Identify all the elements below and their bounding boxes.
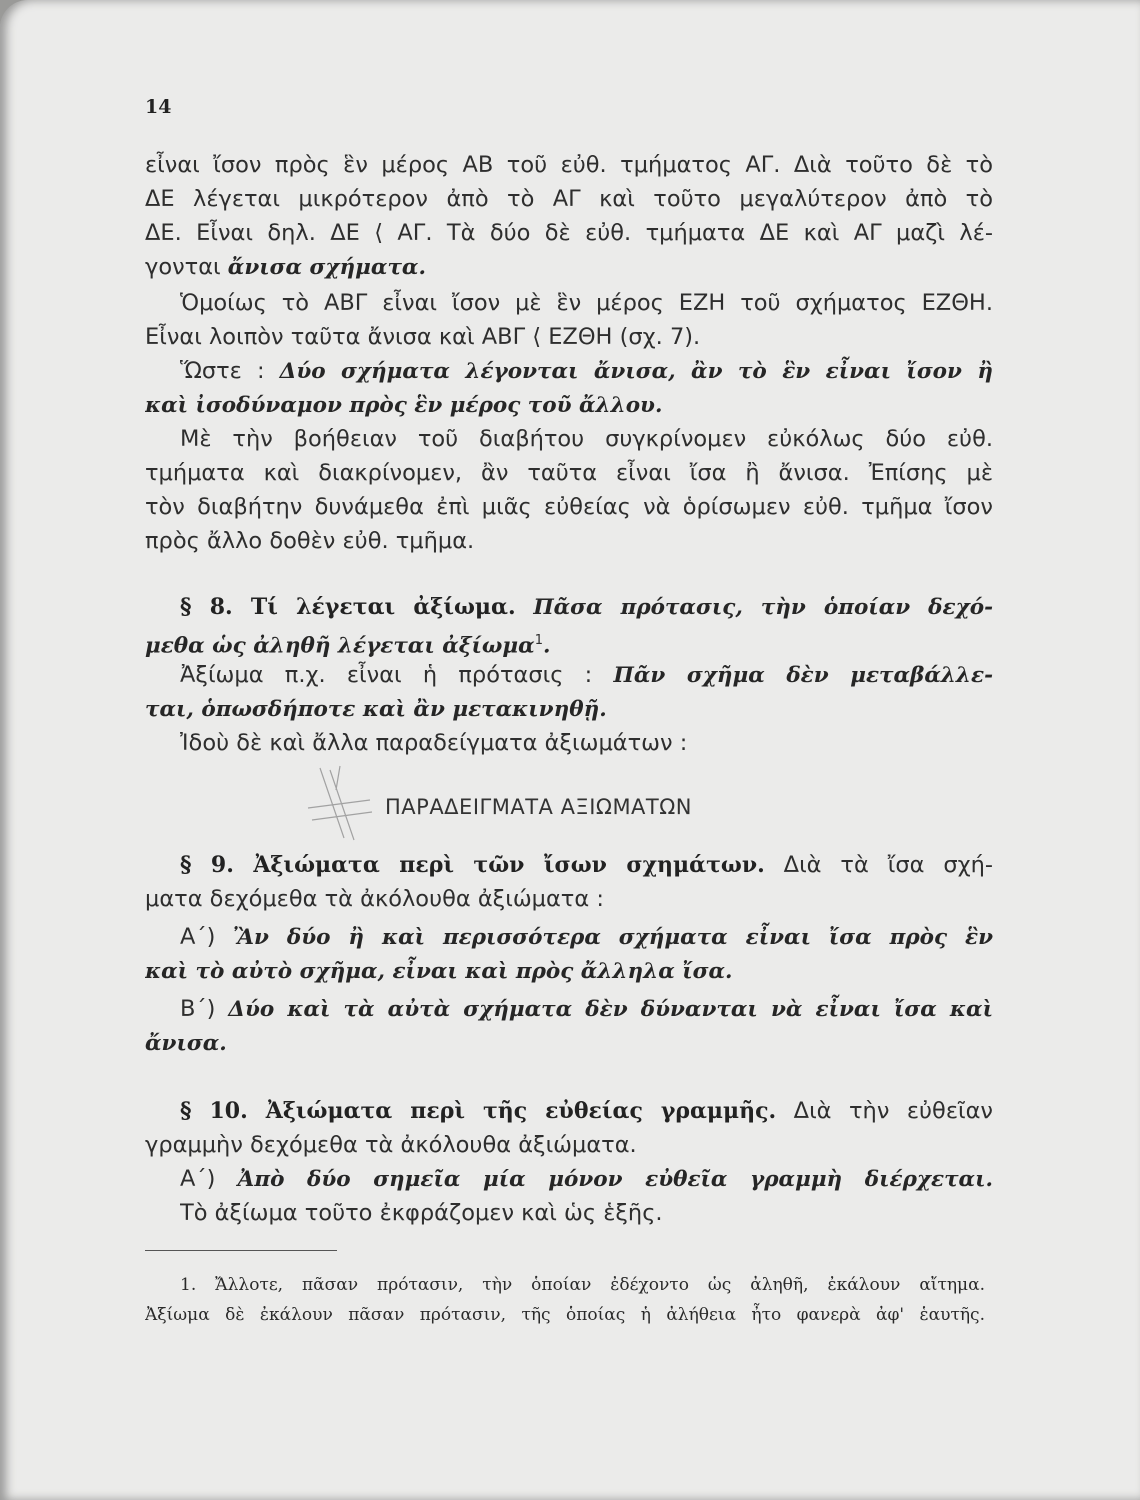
para1-line3: ΔΕ. Εἶναι δηλ. ΔΕ ⟨ ΑΓ. Τὰ δύο δὲ εὐθ. τμήματα ΔΕ καὶ ΑΓ μαζὶ λέ- [145,220,993,246]
sec10-line1 [180,1096,993,1126]
axiom-b-text: Δύο καὶ τὰ αὐτὰ σχήματα δὲν δύνανται νὰ εἶναι ἴσα καὶ [228,997,993,1022]
footnote-line1: 1. Ἄλλοτε, πᾶσαν πρότασιν, τὴν ὁποίαν ἐδέχοντο ὡς ἀληθῆ, ἐκάλουν αἴτημα. [180,1275,985,1295]
sec10-axiom-a-text: Ἀπὸ δύο σημεῖα μία μόνον εὐθεῖα γραμμὴ διέρχεται. [237,1167,993,1192]
para1-line2: ΔΕ λέγεται μικρότερον ἀπὸ τὸ ΑΓ καὶ τοῦτο μεγαλύτερον ἀπὸ τὸ [145,186,993,212]
para2-line2: Εἶναι λοιπὸν ταῦτα ἄνισα καὶ ΑΒΓ ⟨ ΕΖΘΗ (σχ. 7). [145,324,701,350]
sec9-line1 [180,850,993,880]
axiom-a-text-end: καὶ τὸ αὐτὸ σχῆμα, εἶναι καὶ πρὸς ἄλληλα ἴσα. [145,959,733,984]
sec10-line4: Τὸ ἀξίωμα τοῦτο ἐκφράζομεν καὶ ὡς ἑξῆς. [180,1200,663,1226]
sec9-axiom-b-line2 [145,1028,993,1059]
pencil-scribble [300,760,380,850]
axiom-b-text-end: ἄνισα. [145,1031,227,1056]
para3-line1 [180,356,993,387]
sec8-definition-end: μεθα ὡς ἀληθῆ λέγεται ἀξίωμα [145,633,535,659]
footnote-rule [145,1250,337,1251]
para1-line4 [145,252,993,283]
axiom-a-text: Ἂν δύο ἢ καὶ περισσότερα σχήματα εἶναι ἴσα πρὸς ἓν [233,925,993,950]
sec10-intro: Διὰ τὴν εὐθεῖαν [776,1098,993,1124]
sec9-axiom-b-line1 [180,994,993,1025]
sec9-axiom-a-line2 [145,956,993,987]
axiom-a-label: Α΄) [180,924,234,950]
sec10-axiom-a-line1 [180,1164,993,1195]
page-number: 14 [145,96,172,118]
sec8-line4 [145,694,993,725]
sec9-axiom-a-line1 [180,922,993,953]
definition-text: Δύο σχήματα λέγονται ἄνισα, ἂν τὸ ἓν εἶναι ἴσον ἢ [279,359,993,384]
para4-line4: πρὸς ἄλλο δοθὲν εὐθ. τμῆμα. [145,528,475,554]
sec8-line2 [145,626,993,662]
sec8-example-end: ται, ὁπωσδήποτε καὶ ἂν μετακινηθῇ. [145,697,607,722]
sec9-intro: Διὰ τὰ ἴσα σχή- [764,852,993,878]
sec9-line2: ματα δεχόμεθα τὰ ἀκόλουθα ἀξιώματα : [145,886,604,912]
sec8-line5: Ἰδοὺ δὲ καὶ ἄλλα παραδείγματα ἀξιωμάτων : [180,730,688,756]
footnote-line2: Ἀξίωμα δὲ ἐκάλουν πᾶσαν πρότασιν, τῆς ὁποίας ἡ ἀλήθεια ἦτο φανερὰ ἀφ' ἑαυτῆς. [145,1305,985,1325]
para1-line4-text: γονται [145,254,228,280]
definition-text-end: καὶ ἰσοδύναμον πρὸς ἓν μέρος τοῦ ἄλλου. [145,393,663,418]
sec8-example: Πᾶν σχῆμα δὲν μεταβάλλε- [613,663,993,688]
para1-line1: εἶναι ἴσον πρὸς ἓν μέρος ΑΒ τοῦ εὐθ. τμήματος ΑΓ. Διὰ τοῦτο δὲ τὸ [145,152,993,178]
footnote-marker: 1 [534,633,543,648]
sec8-title: § 8. Τί λέγεται ἀξίωμα. [180,594,516,620]
heading-paradeigmata: ΠΑΡΑΔΕΙΓΜΑΤΑ ΑΞΙΩΜΑΤΩΝ [385,795,693,819]
term-anisa-schimata: ἄνισα σχήματα. [227,255,426,280]
para3-line2 [145,390,993,421]
para4-line2: τμήματα καὶ διακρίνομεν, ἂν ταῦτα εἶναι ἴσα ἢ ἄνισα. Ἐπίσης μὲ [145,460,993,486]
sec8-line3 [180,660,993,691]
oste-word: Ὥστε : [180,358,280,384]
sec10-axiom-a-label: Α΄) [180,1166,238,1192]
sec8-example-intro: Ἀξίωμα π.χ. εἶναι ἡ πρότασις : [180,662,614,688]
sec8-definition: Πᾶσα πρότασις, τὴν ὁποίαν δεχό- [533,595,993,620]
sec9-title: § 9. Ἀξιώματα περὶ τῶν ἴσων σχημάτων. [180,852,765,878]
axiom-b-label: Β΄) [180,996,229,1022]
sec8-line1 [180,592,993,623]
para4-line1: Μὲ τὴν βοήθειαν τοῦ διαβήτου συγκρίνομεν εὐκόλως δύο εὐθ. [180,426,993,452]
sec8-definition-period: . [542,633,551,659]
sec10-title: § 10. Ἀξιώματα περὶ τῆς εὐθείας γραμμῆς. [180,1098,777,1124]
para2-line1: Ὁμοίως τὸ ΑΒΓ εἶναι ἴσον μὲ ἓν μέρος ΕΖΗ τοῦ σχήματος ΕΖΘΗ. [180,290,993,316]
para4-line3: τὸν διαβήτην δυνάμεθα ἐπὶ μιᾶς εὐθείας νὰ ὁρίσωμεν εὐθ. τμῆμα ἴσον [145,494,993,520]
sec10-line2: γραμμὴν δεχόμεθα τὰ ἀκόλουθα ἀξιώματα. [145,1132,637,1158]
